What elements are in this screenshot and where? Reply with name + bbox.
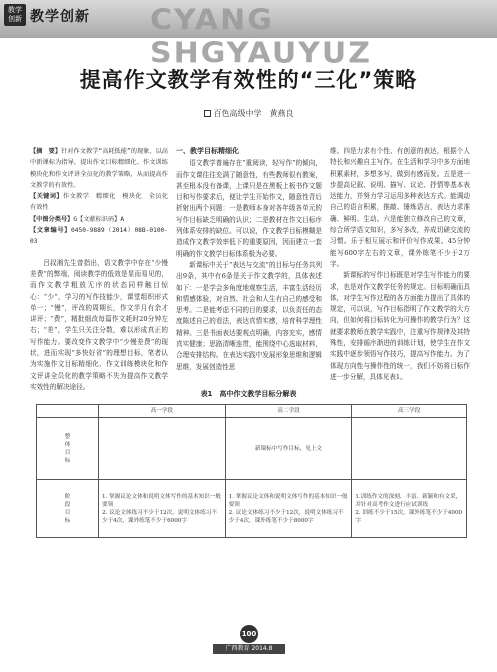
table-cell: 新课标中写作目标，见上文 [225,418,352,480]
row-label-char: 阶 [64,493,71,500]
article-id [30,225,168,248]
table-cell: 1. 掌握议论文体和说明文体写作的基本知识一般要领 2. 议论文体练习不少于12次，说明文体练习不少于4次，课外练笔不少于6000字 [99,480,226,538]
page-number: 100 [240,625,258,643]
row-label-char: 整 [64,433,71,440]
intro-paragraph: 吕叔湘先生曾指出，语文教学中存在“少慢差费”的弊端，阅读教学的低效是显而易见的，而作文教学粗放无序的状态同样触目惊心：“少”，学习的写作技能少，课堂组织形式单一；“慢”，评改的周期长，作文半月有余才讲评；“费”，精批细改每篇作文耗时20分钟左右；“差”，学生只关注分数，难以形成真正的写作能力。要改变作文教学中“少慢差费”的现状，进而实现“多快好省”的理想目标，笔者认为实施作文目标精细化、作文训练模块化和作文评讲全员化的教学策略不失为提高作文教学实效性的解决途径。 [30,258,168,391]
row-label-char: 标 [64,517,71,524]
keywords-label: 【关键词】 [30,193,63,201]
body-paragraph: 新课标的写作目标既是对学生写作能力的要求，也是对作文教学任务的规定。目标明确而具体，对学生写作过程的各方面能力提出了具体的规定，可以说，写作目标指明了作文教学的大方向，但如何将目标转化为可操作的教学行为？这就要求教师在教学实践中，注重写作规律及其特殊性，安排循序渐进的训练计划，使学生在作文实践中逐步领悟写作技巧，提高写作能力。为了体现方向性与操作性的统一，我们不妨将目标作进一步分解，具体见表1。 [330,271,470,381]
keywords [30,191,175,214]
abstract-label: 【摘 要】 [30,148,62,155]
table-header: 高一学段 [99,405,226,418]
section-name: 教学创新 [30,9,90,25]
table-cell: 1. 掌握议论文体和说明文体写作的基本知识一般要领 2. 议论文体练习不少于12次，说明文体练习不少于4次，课外练笔不少于8000字 [225,480,352,538]
table-row [37,418,467,480]
body-paragraph: 新课标中关于“表达与交流”的目标与任务共列出9条，其中有6条是关于作文教学的，具体表述如下：一是学会多角度地观察生活，丰富生活经历和情感体验，对自然、社会和人生有自己的感受和思考。二是能考虑不同的目的要求，以负责任的态度陈述自己的看法，表达真情实感，培育科学理性精神。三是书面表达要观点明确，内容充实，感情真实健康；思路清晰连贯，能围绕中心选取材料，合理安排结构。在表达实践中发展形象思维和逻辑思维，发展创造性思 [176,260,322,371]
abstract-text: 针对作文教学“高耗低能”的现象，以高中新课标为指导，提出作文目标精细化、作文训练模块化和作文评讲全员化的教学策略，从而提高作文教学的有效性。 [30,148,168,189]
header-pinyin: CYANG SHGYAUYUZ [150,3,373,71]
keywords-text: 作文教学 精细化 模块化 全员化 有效性 [30,193,175,212]
body-paragraph: 维。四是力求有个性、有创意的表达，根据个人特长和兴趣自主写作。在生活和学习中多方面地积累素材，多想多写，做到有感而发。五是进一步提高记叙、说明、描写、议论、抒情等基本表达能力，并努力学习运用多种表达方式。能调动自己的语言积累，推敲、锤炼语言，表达力求准确、鲜明、生动。六是能独立修改自己的文章，综合所学语文知识，多写多改，养成切磋交流的习惯。乐于相互展示和评价写作成果。45分钟能写600字左右的文章，课外练笔不少于2万字。 [330,147,470,268]
table-cell [99,418,226,480]
table-row [37,480,467,538]
row-label [37,418,99,480]
page-header [0,0,497,71]
article-author [0,108,497,119]
row-label-char: 目 [64,449,71,456]
author-box-icon [204,110,211,117]
row-label-char: 标 [64,457,71,464]
magazine-name: 广西教育 2014.8 [213,644,285,654]
table-header-row [37,405,467,418]
author-name: 百色高级中学 黄燕良 [213,109,294,118]
row-label [37,480,99,538]
column-1 [30,146,175,393]
section-badge-icon: 教学 创新 [4,4,26,26]
row-label-char: 体 [64,441,71,448]
section-heading: 一、教学目标精细化 [176,147,239,155]
abstract [30,146,168,191]
article-title: 提高作文教学有效性的“三化”策略 [79,68,418,92]
table-cell: 1.训练作文的深刻、丰富、新颖和有文采，并针对高考作文进行应试训练 2. 训练不少于15次，课外练笔不少于4000字 [352,480,467,538]
article-id-text: 0450-9889（2014）08B-0100-03 [30,227,168,246]
clc-label: 【中图分类号】 [30,215,74,223]
clc [30,214,168,225]
column-3 [330,146,470,383]
body-paragraph: 语文教学普遍存在“重阅读，轻写作”的倾向，而作文课往往充满了随意性，有些教师很有教案，甚至根本没有备课，上课只是在黑板上板书作文题目和写作要求后，便让学生开始作文，随意性背后折射出两个问题：一是教师本身对各年级各单元的写作目标缺乏明确的认识；二是教材在作文目标序列体系安排的缺位。可以说，作文教学目标模糊是造成作文教学效率低下的重要原因，因而建立一套明确的作文教学目标体系极为必要。 [176,159,322,258]
row-label-char: 目 [64,509,71,516]
row-label-char: 段 [64,501,71,508]
goal-table [36,404,467,538]
table-header: 高三学段 [352,405,467,418]
table-corner [37,405,99,418]
table-cell [352,418,467,480]
table-title: 表1 高中作文教学目标分解表 [200,390,297,398]
article-id-label: 【文章编号】 [30,227,72,235]
abstract-block [30,146,175,248]
table-header: 高二学段 [225,405,352,418]
clc-text: G【文献标识码】A [73,215,125,223]
column-2 [176,146,322,373]
